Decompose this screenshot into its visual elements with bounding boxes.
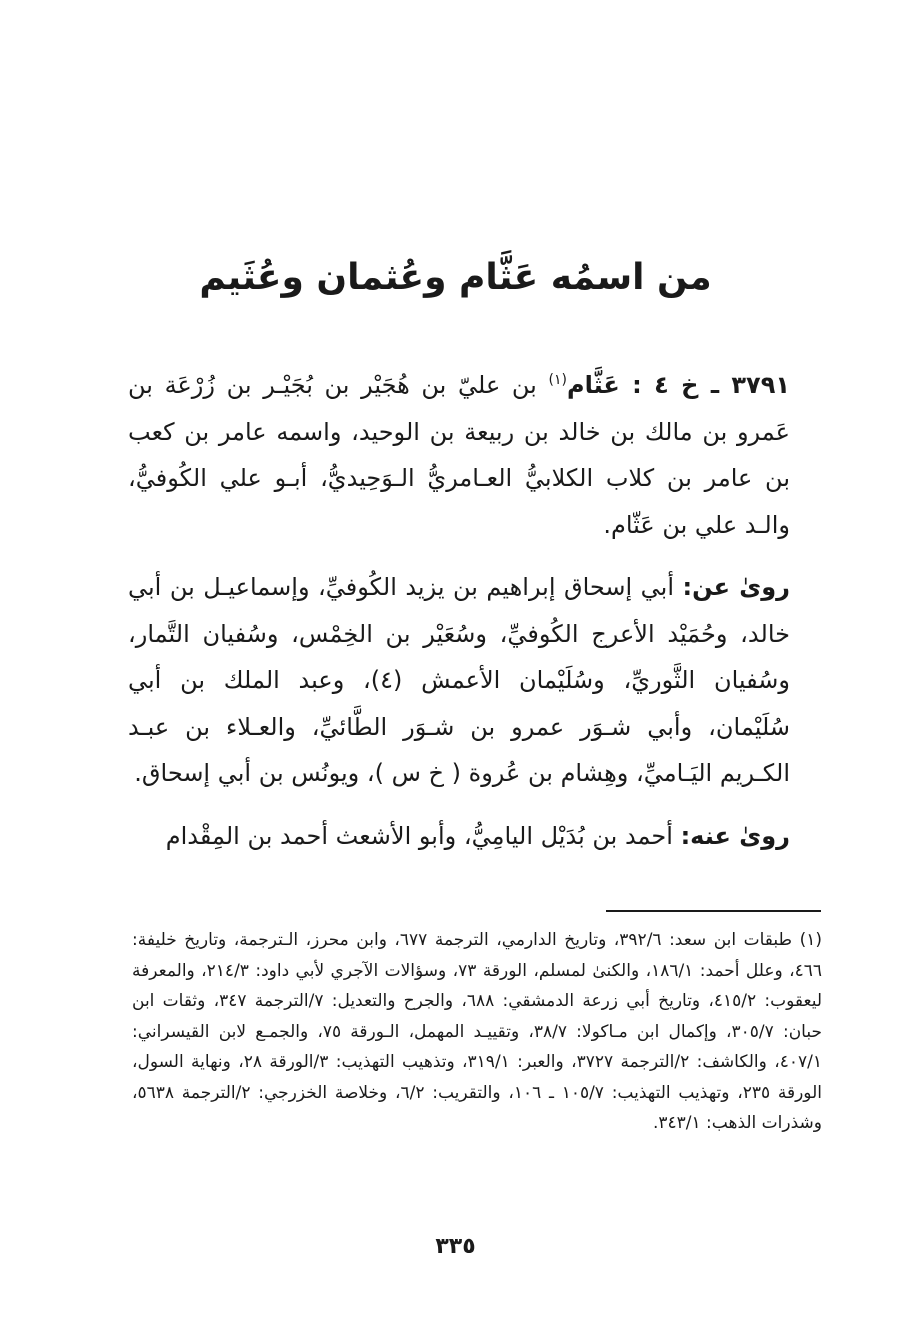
footnote-marker: (١)	[799, 930, 822, 950]
footnotes-block	[132, 925, 822, 1139]
footnote-text: طبقات ابن سعد: ٣٩٢/٦، وتاريخ الدارمي، الترجمة ٦٧٧، وابن محرز، الـترجمة، وتاريخ خليفة: ٤٦٦، وعلل أحمد: ١٨٦/١، والكنىٰ لمسلم، الورقة ٧٣، وسؤالات الآجري لأبي داود: ٢١٤/٣، والمعرفة ليعقوب: ٤١٥/٢، وتاريخ أبي زرعة الدمشقي: ٦٨٨، والجرح والتعديل: ٧/الترجمة ٣٤٧، وثقات ابن حبان: ٣٠٥/٧، وإكمال ابن مـاكولا: ٣٨/٧، وتقييـد المهمل، الـورقة ٧٥، والجمـع لابن القيسراني: ٤٠٧/١، والكاشف: ٢/الترجمة ٣٧٢٧، والعبر: ٣١٩/١، وتذهيب التهذيب: ٣/الورقة ٢٨، ونهاية السول، الورقة ٢٣٥، وتهذيب التهذيب: ١٠٥/٧ ـ ١٠٦، والتقريب: ٦/٢، وخلاصة الخزرجي: ٢/الترجمة ٥٦٣٨، وشذرات الذهب: ٣٤٣/١.	[132, 930, 823, 1133]
footnote-reference: (١)	[548, 372, 567, 388]
narrated-from-lead: روىٰ عن:	[682, 573, 790, 601]
narrated-from-paragraph	[128, 564, 790, 797]
entry-paragraph	[128, 362, 790, 548]
chapter-title: من اسمُه عَثَّام وعُثمان وعُثَيم	[199, 257, 712, 298]
entry-biography: بن عليّ بن هُجَيْر بن بُجَيْـر بن زُرْعَة بن عَمرو بن مالك بن خالد بن ربيعة بن الوحيد، واسمه عامر بن كعب بن عامر بن كلاب الكلابيُّ العـامريُّ الـوَحِيديُّ، أبـو علي الكُوفيُّ، والـد علي بن عَثّام.	[128, 371, 790, 539]
narrated-by-paragraph	[128, 813, 790, 860]
footnote-divider	[606, 910, 821, 912]
narrated-by-text: أحمد بن بُدَيْل اليامِيُّ، وأبو الأشعث أحمد بن المِقْدام	[165, 821, 681, 850]
entry-heading: ٣٧٩١ ـ خ ٤ : عَثَّام	[566, 371, 790, 399]
narrated-by-lead: روىٰ عنه:	[680, 821, 790, 850]
narrated-from-text: أبي إسحاق إبراهيم بن يزيد الكُوفيِّ، وإسماعيـل بن أبي خالد، وحُمَيْد الأعرج الكُوفيِّ، وسُعَيْر بن الخِمْس، وسُفيان التَّمار، وسُفيان الثَّوريِّ، وسُلَيْمان الأعمش (٤)، وعبد الملك بن أبي سُلَيْمان، وأبي شـوَر عمرو بن شـوَر الطَّائيِّ، والعـلاء بن عبـد الكـريم اليَـاميِّ، وهِشام بن عُروة ( خ س )، ويونُس بن أبي إسحاق.	[128, 573, 790, 787]
footnote-item	[132, 925, 822, 1139]
page-number: ٣٣٥	[435, 1234, 476, 1259]
main-text-block	[128, 362, 790, 859]
